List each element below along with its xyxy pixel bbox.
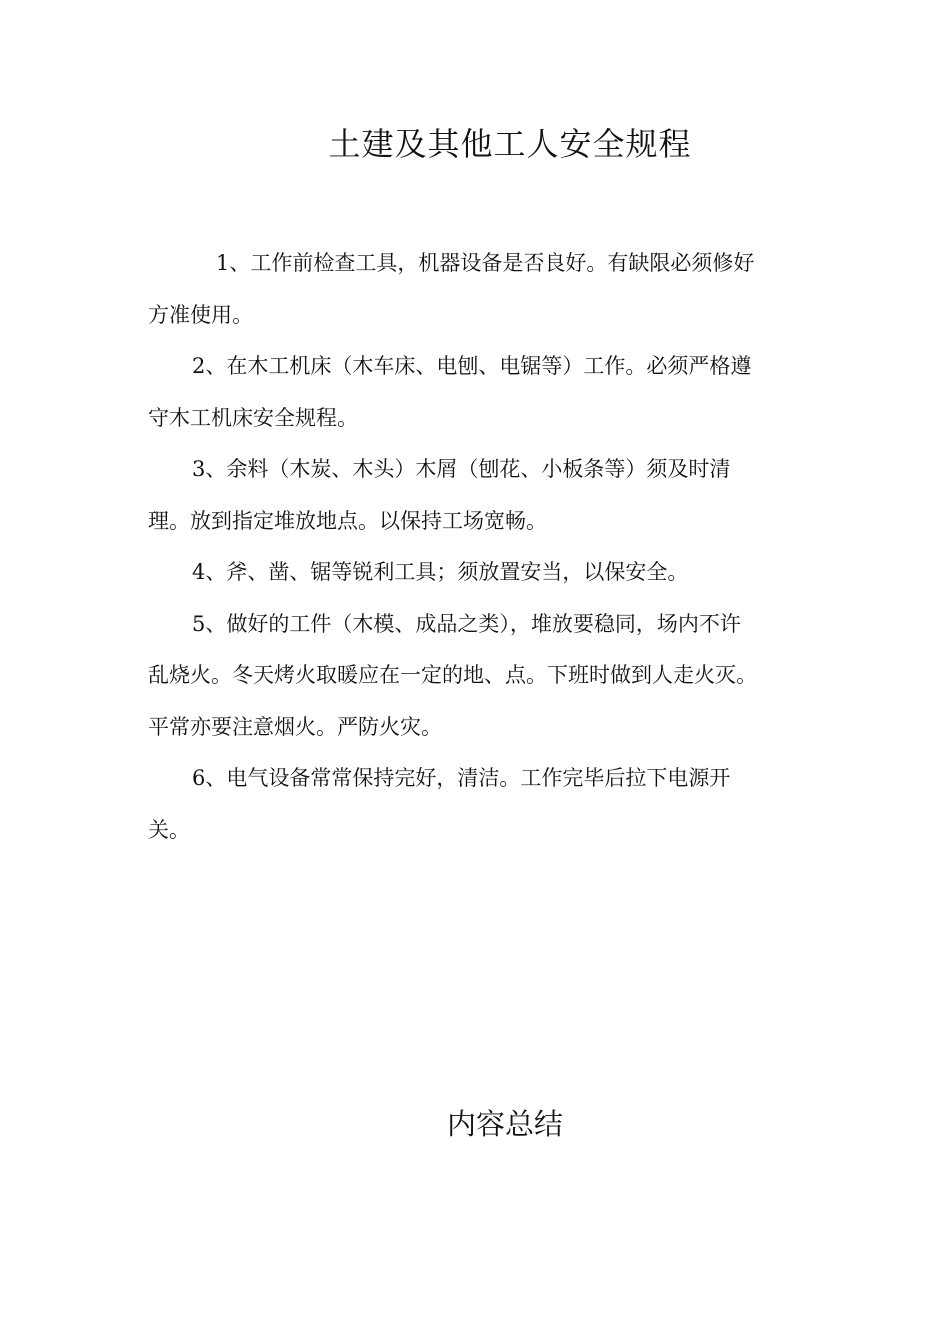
paragraph-line: 3、余料（木炭、木头）木屑（刨花、小板条等）须及时清 — [192, 457, 731, 481]
paragraph-4 — [148, 547, 796, 599]
paragraph-line: 2、在木工机床（木车床、电刨、电锯等）工作。必须严格遵 — [192, 354, 752, 378]
paragraph-line: 平常亦要注意烟火。严防火灾。 — [148, 714, 442, 739]
document-title: 土建及其他工人安全规程 — [328, 125, 692, 163]
paragraph-line: 关。 — [148, 817, 190, 842]
paragraph-6 — [148, 753, 796, 856]
paragraph-line: 5、做好的工件（木模、成品之类），堆放要稳同，场内不许 — [192, 611, 741, 636]
paragraph-5 — [148, 599, 796, 754]
paragraph-line: 6、电气设备常常保持完好，清洁。工作完毕后拉下电源开 — [192, 766, 731, 790]
paragraph-line: 4、斧、凿、锯等锐利工具；须放置安当，以保安全。 — [192, 560, 689, 584]
document-body — [148, 238, 796, 856]
paragraph-line: 1、工作前检查工具，机器设备是否良好。有缺限必须修好 — [216, 251, 755, 275]
paragraph-line: 乱烧火。冬天烤火取暖应在一定的地、点。下班时做到人走火灭。 — [148, 663, 757, 687]
paragraph-1 — [148, 238, 796, 341]
paragraph-2 — [148, 341, 796, 444]
paragraph-3 — [148, 444, 796, 547]
paragraph-line: 理。放到指定堆放地点。以保持工场宽畅。 — [148, 508, 547, 533]
paragraph-line: 守木工机床安全规程。 — [148, 405, 358, 430]
paragraph-line: 方准使用。 — [148, 302, 253, 327]
summary-heading: 内容总结 — [446, 1107, 563, 1141]
